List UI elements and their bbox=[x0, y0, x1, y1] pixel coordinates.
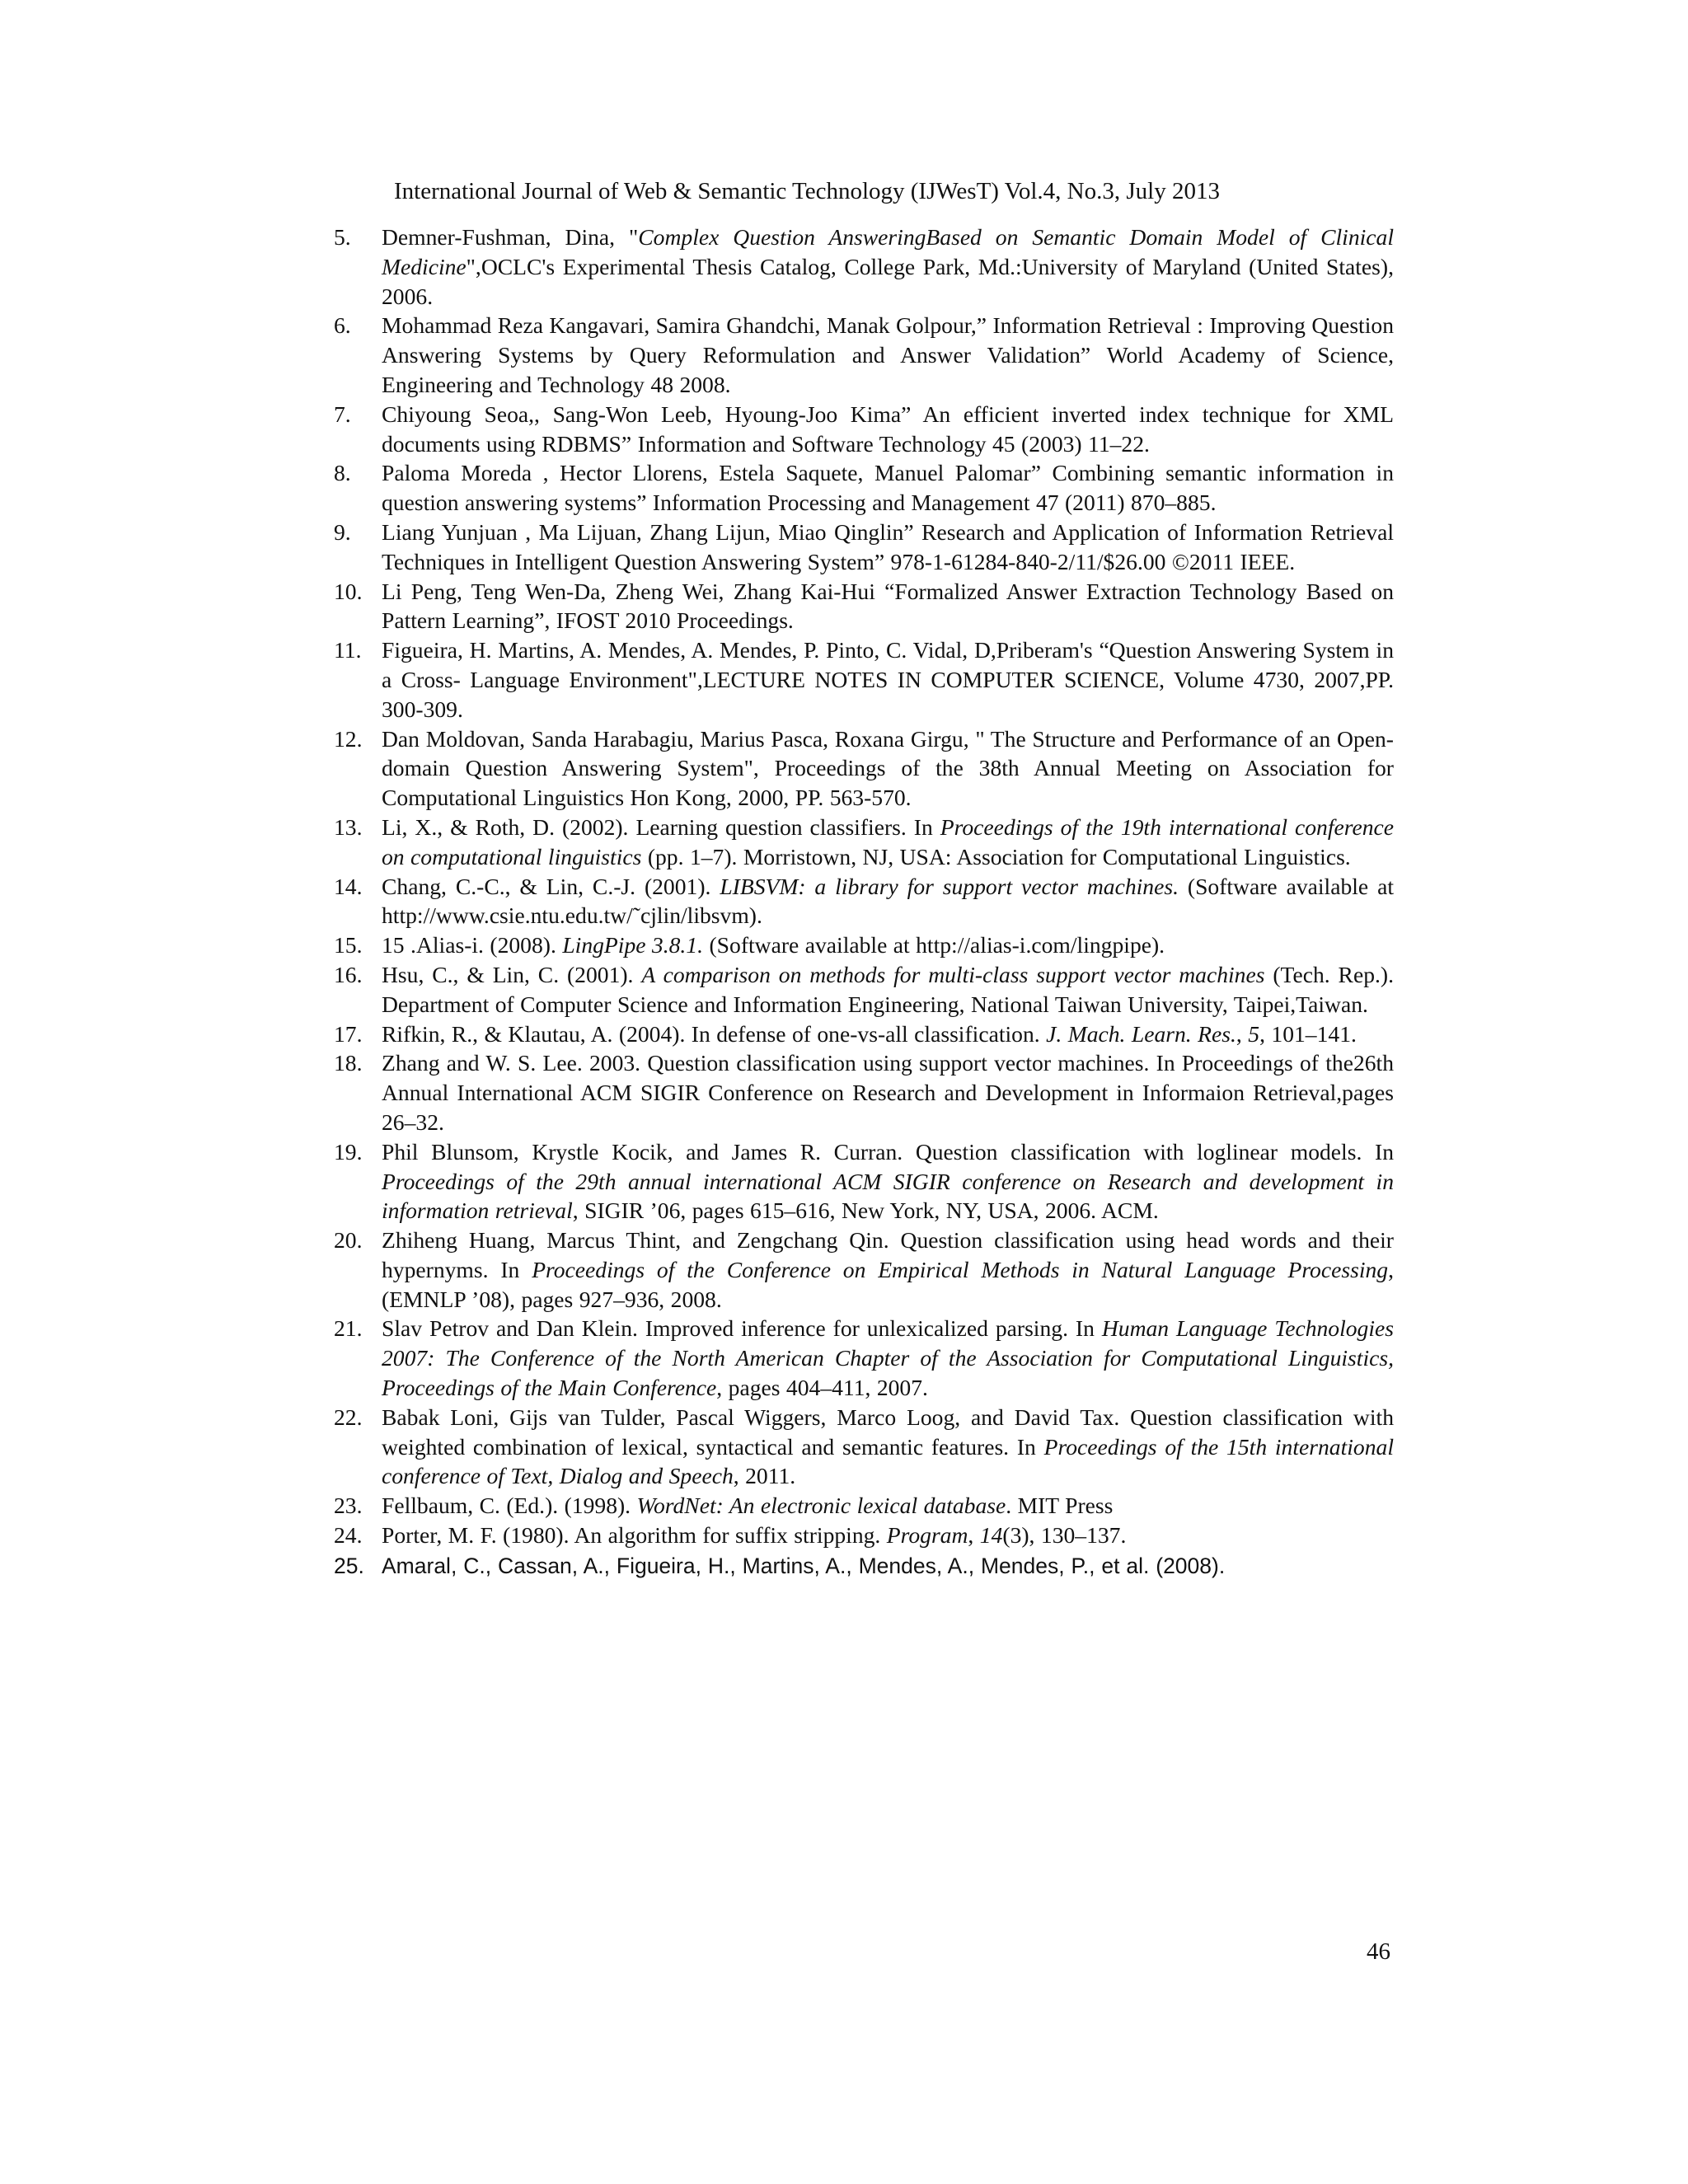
reference-text bbox=[382, 1491, 1394, 1521]
reference-italic-segment: 5 bbox=[1248, 1020, 1260, 1047]
journal-header: International Journal of Web & Semantic Technology (IJWesT) Vol.4, No.3, July 2013 bbox=[394, 178, 1220, 204]
reference-number: 5. bbox=[334, 224, 351, 250]
reference-italic-segment: WordNet: An electronic lexical database bbox=[636, 1493, 1006, 1519]
reference-text bbox=[382, 1048, 1394, 1137]
reference-text bbox=[382, 311, 1394, 399]
reference-segment: Chang, C.-C., & Lin, C.-J. (2001). bbox=[382, 873, 720, 899]
reference-item bbox=[334, 1048, 1394, 1137]
reference-number: 9. bbox=[334, 518, 351, 545]
reference-item bbox=[334, 518, 1394, 577]
reference-segment: (Tech. Rep.). Department of Computer Science and Information Engineering, National Taiwan University, Taipei,Taiwan. bbox=[382, 961, 1394, 1017]
reference-number: 21. bbox=[334, 1315, 363, 1342]
reference-item bbox=[334, 960, 1394, 1019]
reference-segment: 15 .Alias-i. (2008). bbox=[382, 932, 563, 958]
reference-item bbox=[334, 223, 1394, 311]
reference-text bbox=[382, 1019, 1394, 1049]
reference-segment: Phil Blunsom, Krystle Kocik, and James R. Curran. Question classification with loglinear models. In bbox=[382, 1138, 1394, 1165]
page-number: 46 bbox=[1367, 1938, 1390, 1965]
reference-item bbox=[334, 1019, 1394, 1049]
reference-item bbox=[334, 400, 1394, 459]
reference-number: 16. bbox=[334, 961, 363, 987]
reference-segment: Demner-Fushman, Dina, " bbox=[382, 224, 639, 250]
reference-number: 22. bbox=[334, 1404, 363, 1430]
reference-number: 10. bbox=[334, 578, 363, 604]
reference-segment: Liang Yunjuan , Ma Lijuan, Zhang Lijun, Miao Qinglin” Research and Application of Information Retrieval Techniques in Intelligent Question Answering System” 978-1-61284-840-2/11/$26.00 ©2011 IEEE. bbox=[382, 518, 1394, 574]
reference-item bbox=[334, 577, 1394, 636]
reference-number: 23. bbox=[334, 1493, 363, 1519]
reference-text bbox=[382, 223, 1394, 311]
reference-item bbox=[334, 1314, 1394, 1402]
reference-segment: Porter, M. F. (1980). An algorithm for suffix stripping. bbox=[382, 1522, 887, 1549]
reference-segment: (Software available at http://alias-i.com/lingpipe). bbox=[703, 932, 1165, 958]
reference-number: 17. bbox=[334, 1020, 363, 1047]
reference-segment: , 101–141. bbox=[1259, 1020, 1357, 1047]
reference-text bbox=[382, 872, 1394, 931]
reference-segment: (Software available at http://www.csie.ntu.edu.tw/˜cjlin/libsvm). bbox=[382, 873, 1394, 929]
reference-segment: , (EMNLP ’08), pages 927–936, 2008. bbox=[382, 1256, 1394, 1312]
reference-list bbox=[334, 223, 1394, 1582]
reference-segment: Babak Loni, Gijs van Tulder, Pascal Wiggers, Marco Loog, and David Tax. Question classification with weighted combination of lexical, syntactical and semantic features. In bbox=[382, 1404, 1394, 1460]
reference-segment: Zhiheng Huang, Marcus Thint, and Zengchang Qin. Question classification using head words and their hypernyms. In bbox=[382, 1227, 1394, 1282]
reference-italic-segment: Complex Question AnsweringBased on Semantic Domain Model of Clinical Medicine bbox=[382, 224, 1395, 279]
reference-text bbox=[382, 813, 1394, 872]
reference-number: 14. bbox=[334, 873, 363, 899]
reference-number: 8. bbox=[334, 460, 351, 486]
reference-segment: Dan Moldovan, Sanda Harabagiu, Marius Pasca, Roxana Girgu, " The Structure and Performance of an Open-domain Question Answering System", Proceedings of the 38th Annual Meeting on Association for Computational Linguistics Hon Kong, 2000, PP. 563-570. bbox=[382, 725, 1394, 811]
reference-number: 13. bbox=[334, 813, 363, 840]
reference-italic-segment: Proceedings of the 15th international conference of Text, Dialog and Speech bbox=[382, 1433, 1394, 1489]
reference-number: 25. bbox=[334, 1553, 364, 1578]
reference-item bbox=[334, 458, 1394, 518]
reference-italic-segment: Proceedings of the 19th international conference on computational linguistics bbox=[382, 813, 1394, 869]
reference-text bbox=[382, 400, 1394, 459]
reference-segment: Fellbaum, C. (Ed.). (1998). bbox=[382, 1493, 637, 1519]
reference-italic-segment: J. Mach. Learn. Res. bbox=[1046, 1020, 1236, 1047]
reference-item bbox=[334, 813, 1394, 872]
reference-segment: , bbox=[968, 1522, 980, 1549]
reference-segment: Rifkin, R., & Klautau, A. (2004). In defense of one-vs-all classification. bbox=[382, 1020, 1047, 1047]
reference-segment: Mohammad Reza Kangavari, Samira Ghandchi, Manak Golpour,” Information Retrieval : Improving Question Answering Systems by Query Reformulation and Answer Validation” World Academy of Science, Engineering and Technology 48 2008. bbox=[382, 312, 1394, 397]
reference-italic-segment: LingPipe 3.8.1. bbox=[562, 932, 704, 958]
reference-italic-segment: Human Language Technologies 2007: The Conference of the North American Chapter of the Association for Computational Linguistics, Proceedings of the Main Conference bbox=[382, 1315, 1394, 1401]
reference-item bbox=[334, 1403, 1394, 1491]
reference-text bbox=[382, 1521, 1394, 1550]
reference-number: 6. bbox=[334, 312, 351, 339]
reference-number: 20. bbox=[334, 1227, 363, 1254]
reference-italic-segment: Program bbox=[886, 1522, 968, 1549]
reference-segment: Chiyoung Seoa,, Sang-Won Leeb, Hyoung-Joo Kima” An efficient inverted index technique for XML documents using RDBMS” Information and Software Technology 45 (2003) 11–22. bbox=[382, 401, 1394, 457]
reference-text bbox=[382, 1226, 1394, 1314]
reference-italic-segment: Proceedings of the 29th annual international ACM SIGIR conference on Research and development in information retrieval bbox=[382, 1168, 1394, 1224]
reference-text bbox=[382, 458, 1394, 518]
reference-item bbox=[334, 930, 1394, 960]
reference-number: 11. bbox=[334, 637, 362, 663]
reference-text bbox=[382, 1314, 1394, 1402]
reference-number: 24. bbox=[334, 1522, 363, 1549]
reference-number: 12. bbox=[334, 725, 363, 752]
reference-item bbox=[334, 1552, 1394, 1582]
reference-text bbox=[382, 1403, 1394, 1491]
reference-segment: Hsu, C., & Lin, C. (2001). bbox=[382, 961, 642, 987]
reference-italic-segment: LIBSVM: a library for support vector machines. bbox=[720, 873, 1179, 899]
reference-segment: Amaral, C., Cassan, A., Figueira, H., Martins, A., Mendes, A., Mendes, P., et al. (2008). bbox=[382, 1553, 1226, 1578]
reference-number: 18. bbox=[334, 1050, 363, 1076]
reference-text bbox=[382, 518, 1394, 577]
reference-item bbox=[334, 1521, 1394, 1550]
reference-number: 19. bbox=[334, 1138, 363, 1165]
reference-segment: , 2011. bbox=[733, 1463, 796, 1489]
reference-text bbox=[382, 635, 1394, 724]
reference-item bbox=[334, 311, 1394, 399]
reference-segment: Slav Petrov and Dan Klein. Improved inference for unlexicalized parsing. In bbox=[382, 1315, 1102, 1342]
reference-item bbox=[334, 1491, 1394, 1521]
reference-text bbox=[382, 1137, 1394, 1226]
reference-segment: Li, X., & Roth, D. (2002). Learning question classifiers. In bbox=[382, 813, 940, 840]
reference-text bbox=[382, 930, 1394, 960]
reference-segment: Paloma Moreda , Hector Llorens, Estela Saquete, Manuel Palomar” Combining semantic information in question answering systems” Information Processing and Management 47 (2011) 870–885. bbox=[382, 460, 1394, 516]
reference-text bbox=[382, 1552, 1394, 1582]
reference-segment: , bbox=[1236, 1020, 1249, 1047]
reference-italic-segment: Proceedings of the Conference on Empirical Methods in Natural Language Processing bbox=[532, 1256, 1389, 1282]
reference-segment: ",OCLC's Experimental Thesis Catalog, College Park, Md.:University of Maryland (United States), 2006. bbox=[382, 253, 1394, 309]
reference-text bbox=[382, 960, 1394, 1019]
reference-segment: , pages 404–411, 2007. bbox=[716, 1375, 928, 1401]
reference-number: 15. bbox=[334, 932, 363, 958]
reference-segment: Li Peng, Teng Wen-Da, Zheng Wei, Zhang Kai-Hui “Formalized Answer Extraction Technology Based on Pattern Learning”, IFOST 2010 Proceedings. bbox=[382, 578, 1394, 634]
reference-italic-segment: 14 bbox=[979, 1522, 1003, 1549]
reference-italic-segment: A comparison on methods for multi-class support vector machines bbox=[641, 961, 1265, 987]
reference-item bbox=[334, 872, 1394, 931]
reference-segment: (3), 130–137. bbox=[1002, 1522, 1127, 1549]
reference-segment: Figueira, H. Martins, A. Mendes, A. Mendes, P. Pinto, C. Vidal, D,Priberam's “Question Answering System in a Cross- Language Environment",LECTURE NOTES IN COMPUTER SCIENCE, Volume 4730, 2007,PP. 300-309. bbox=[382, 637, 1394, 722]
reference-item bbox=[334, 635, 1394, 724]
reference-text bbox=[382, 577, 1394, 636]
reference-segment: (pp. 1–7). Morristown, NJ, USA: Association for Computational Linguistics. bbox=[641, 843, 1351, 869]
reference-segment: , SIGIR ’06, pages 615–616, New York, NY, USA, 2006. ACM. bbox=[572, 1197, 1159, 1224]
reference-number: 7. bbox=[334, 401, 351, 427]
reference-segment: . MIT Press bbox=[1006, 1493, 1114, 1519]
reference-item bbox=[334, 724, 1394, 813]
reference-item bbox=[334, 1226, 1394, 1314]
reference-text bbox=[382, 724, 1394, 813]
reference-item bbox=[334, 1137, 1394, 1226]
reference-segment: Zhang and W. S. Lee. 2003. Question classification using support vector machines. In Proceedings of the26th Annual International ACM SIGIR Conference on Research and Development in Informaion Retrieval,pages 26–32. bbox=[382, 1050, 1394, 1135]
